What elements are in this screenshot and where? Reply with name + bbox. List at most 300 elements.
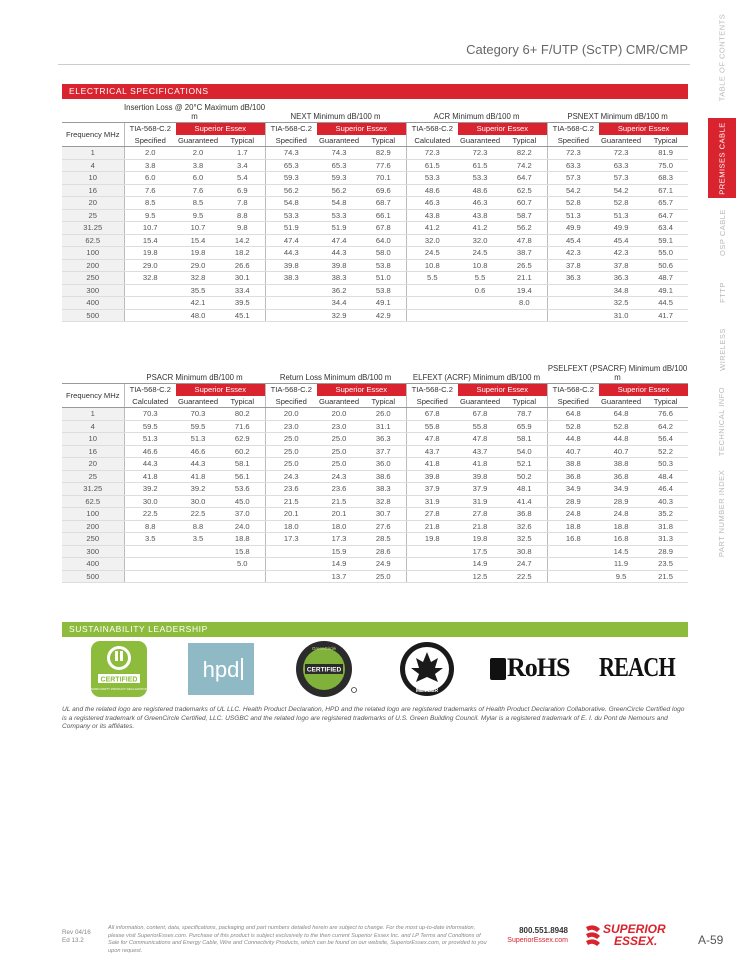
value-cell: 51.3	[599, 209, 643, 222]
group-title: ELFEXT (ACRF) Minimum dB/100 m	[412, 373, 541, 382]
frequency-cell: 400	[62, 297, 124, 310]
value-cell: 27.6	[361, 520, 406, 533]
value-cell	[547, 297, 599, 310]
frequency-cell: 31.25	[62, 483, 124, 496]
brand-header: Superior Essex	[176, 123, 265, 136]
sub-header: Typical	[220, 135, 265, 147]
value-cell: 35.2	[643, 508, 688, 521]
value-cell: 52.8	[599, 420, 643, 433]
value-cell	[265, 558, 317, 571]
value-cell: 25.0	[265, 433, 317, 446]
value-cell: 15.4	[176, 234, 220, 247]
sub-header: Guaranteed	[177, 397, 219, 406]
value-cell: 46.6	[124, 445, 176, 458]
table-row	[62, 234, 688, 247]
value-cell: 26.6	[220, 259, 265, 272]
value-cell: 36.3	[547, 272, 599, 285]
value-cell: 37.9	[458, 483, 502, 496]
value-cell: 59.5	[124, 420, 176, 433]
value-cell: 49.9	[599, 222, 643, 235]
greencircle-center-text: CERTIFIED	[306, 666, 342, 674]
value-cell: 28.5	[361, 533, 406, 546]
value-cell: 48.6	[406, 184, 458, 197]
value-cell: 51.9	[265, 222, 317, 235]
value-cell: 51.0	[361, 272, 406, 285]
value-cell: 56.1	[220, 470, 265, 483]
value-cell: 53.6	[220, 483, 265, 496]
table-row	[62, 533, 688, 546]
title-divider	[58, 64, 690, 65]
edition: Ed 13.2	[62, 937, 84, 944]
value-cell: 38.3	[361, 483, 406, 496]
value-cell: 55.8	[458, 420, 502, 433]
value-cell: 18.8	[547, 520, 599, 533]
value-cell	[220, 570, 265, 583]
value-cell: 63.3	[599, 159, 643, 172]
value-cell	[502, 309, 547, 322]
value-cell: 36.8	[599, 470, 643, 483]
value-cell: 72.3	[458, 147, 502, 160]
value-cell: 44.8	[599, 433, 643, 446]
brand-header: Superior Essex	[317, 384, 406, 397]
sub-header: Typical	[643, 135, 688, 147]
value-cell: 25.0	[361, 570, 406, 583]
side-tab-technical-info[interactable]: TECHNICAL INFO	[717, 386, 727, 456]
side-tab-wireless[interactable]: WIRELESS	[717, 327, 727, 371]
sub-header: Specified	[265, 135, 317, 147]
value-cell: 32.6	[502, 520, 547, 533]
table-row	[62, 483, 688, 496]
value-cell: 56.2	[265, 184, 317, 197]
std-header: TIA-568-C.2	[124, 123, 176, 136]
value-cell: 62.9	[220, 433, 265, 446]
ul-bottom-text: THIRD-PARTY PRODUCT DECLARATION	[90, 687, 148, 691]
table-row	[62, 420, 688, 433]
value-cell: 40.7	[599, 445, 643, 458]
value-cell: 46.3	[458, 197, 502, 210]
value-cell: 25.0	[265, 445, 317, 458]
group-title: PSELFEXT (PSACRF) Minimum dB/100 m	[547, 364, 688, 382]
value-cell: 11.9	[599, 558, 643, 571]
greencircle-ring-text: GreenCircle	[311, 646, 337, 651]
value-cell: 46.4	[643, 483, 688, 496]
value-cell: 27.8	[406, 508, 458, 521]
value-cell: 22.5	[176, 508, 220, 521]
superior-essex-logo	[584, 921, 690, 947]
value-cell: 47.8	[502, 234, 547, 247]
group-title: Return Loss Minimum dB/100 m	[279, 373, 392, 382]
value-cell: 20.1	[317, 508, 361, 521]
group-title: PSACR Minimum dB/100 m	[146, 373, 243, 382]
table-row	[62, 495, 688, 508]
value-cell: 20.0	[317, 408, 361, 421]
value-cell: 45.0	[220, 495, 265, 508]
value-cell: 51.9	[317, 222, 361, 235]
value-cell: 51.3	[176, 433, 220, 446]
value-cell: 32.5	[599, 297, 643, 310]
table-row	[62, 445, 688, 458]
table-row	[62, 247, 688, 260]
brand-header: Superior Essex	[599, 123, 688, 136]
value-cell: 8.8	[124, 520, 176, 533]
frequency-cell: 300	[62, 284, 124, 297]
value-cell: 39.8	[406, 470, 458, 483]
value-cell: 34.9	[599, 483, 643, 496]
value-cell	[547, 570, 599, 583]
frequency-cell: 1	[62, 147, 124, 160]
value-cell: 74.3	[265, 147, 317, 160]
phone-number: 800.551.8948	[519, 926, 568, 935]
value-cell: 29.0	[176, 259, 220, 272]
value-cell: 16.8	[547, 533, 599, 546]
value-cell: 8.0	[502, 297, 547, 310]
value-cell: 28.9	[547, 495, 599, 508]
side-tab-table-of-contents[interactable]: TABLE OF CONTENTS	[717, 13, 727, 102]
std-header: TIA-568-C.2	[547, 123, 599, 136]
value-cell: 37.0	[220, 508, 265, 521]
value-cell: 36.3	[361, 433, 406, 446]
value-cell: 38.3	[265, 272, 317, 285]
value-cell: 37.8	[547, 259, 599, 272]
value-cell	[547, 558, 599, 571]
table-row	[62, 470, 688, 483]
value-cell: 15.9	[317, 545, 361, 558]
value-cell: 64.7	[502, 172, 547, 185]
value-cell: 52.8	[547, 420, 599, 433]
page-number: A-59	[698, 933, 724, 947]
table-row	[62, 159, 688, 172]
value-cell: 26.0	[361, 408, 406, 421]
value-cell: 82.2	[502, 147, 547, 160]
value-cell: 81.9	[643, 147, 688, 160]
group-title: PSNEXT Minimum dB/100 m	[567, 112, 668, 121]
electrical-spec-table-2	[62, 362, 688, 583]
value-cell: 46.6	[176, 445, 220, 458]
group-title: NEXT Minimum dB/100 m	[290, 112, 381, 121]
value-cell	[124, 284, 176, 297]
value-cell: 74.2	[502, 159, 547, 172]
value-cell: 68.3	[643, 172, 688, 185]
value-cell	[458, 309, 502, 322]
value-cell	[547, 284, 599, 297]
value-cell: 36.2	[317, 284, 361, 297]
value-cell: 24.8	[547, 508, 599, 521]
table-row	[62, 222, 688, 235]
value-cell: 67.1	[643, 184, 688, 197]
value-cell: 7.6	[176, 184, 220, 197]
value-cell: 17.3	[317, 533, 361, 546]
value-cell	[176, 545, 220, 558]
side-tab-fttp[interactable]: FTTP	[717, 281, 727, 303]
value-cell: 76.6	[643, 408, 688, 421]
value-cell: 23.6	[317, 483, 361, 496]
value-cell: 34.9	[547, 483, 599, 496]
std-header: TIA-568-C.2	[124, 384, 176, 397]
hpd-logo	[188, 643, 254, 695]
value-cell	[406, 309, 458, 322]
value-cell: 53.3	[458, 172, 502, 185]
value-cell: 21.8	[406, 520, 458, 533]
value-cell: 59.5	[176, 420, 220, 433]
value-cell: 54.8	[317, 197, 361, 210]
sub-header: Typical	[502, 135, 547, 147]
table-row	[62, 458, 688, 471]
value-cell: 30.1	[220, 272, 265, 285]
value-cell: 3.8	[124, 159, 176, 172]
value-cell: 22.5	[124, 508, 176, 521]
value-cell: 53.3	[265, 209, 317, 222]
value-cell: 10.7	[176, 222, 220, 235]
value-cell: 41.7	[643, 309, 688, 322]
value-cell: 56.4	[643, 433, 688, 446]
sub-header: Guaranteed	[177, 136, 219, 145]
value-cell: 5.5	[406, 272, 458, 285]
value-cell: 41.4	[502, 495, 547, 508]
electrical-specifications-header: ELECTRICAL SPECIFICATIONS	[62, 84, 688, 99]
std-header: TIA-568-C.2	[406, 384, 458, 397]
value-cell: 2.0	[176, 147, 220, 160]
value-cell: 32.8	[124, 272, 176, 285]
value-cell: 21.5	[317, 495, 361, 508]
value-cell: 23.5	[643, 558, 688, 571]
value-cell: 24.3	[317, 470, 361, 483]
frequency-cell: 31.25	[62, 222, 124, 235]
value-cell: 8.8	[220, 209, 265, 222]
std-header: TIA-568-C.2	[406, 123, 458, 136]
value-cell: 21.8	[458, 520, 502, 533]
frequency-cell: 62.5	[62, 495, 124, 508]
value-cell: 64.8	[547, 408, 599, 421]
value-cell: 35.5	[176, 284, 220, 297]
value-cell: 18.0	[265, 520, 317, 533]
value-cell: 48.1	[502, 483, 547, 496]
value-cell: 25.0	[317, 433, 361, 446]
value-cell: 27.8	[458, 508, 502, 521]
value-cell: 30.0	[124, 495, 176, 508]
value-cell: 64.2	[643, 420, 688, 433]
frequency-cell: 100	[62, 247, 124, 260]
rohs-text: RoHS	[507, 653, 570, 682]
frequency-cell: 500	[62, 570, 124, 583]
value-cell: 53.3	[317, 209, 361, 222]
table-row	[62, 147, 688, 160]
value-cell	[265, 284, 317, 297]
value-cell: 20.0	[265, 408, 317, 421]
value-cell	[265, 570, 317, 583]
value-cell: 43.8	[406, 209, 458, 222]
value-cell: 31.1	[361, 420, 406, 433]
logo-bottom-text: ESSEX.	[614, 934, 658, 947]
value-cell: 53.8	[361, 259, 406, 272]
table-row	[62, 272, 688, 285]
value-cell: 32.9	[317, 309, 361, 322]
value-cell: 82.9	[361, 147, 406, 160]
value-cell: 44.3	[265, 247, 317, 260]
value-cell: 52.8	[547, 197, 599, 210]
value-cell: 26.5	[502, 259, 547, 272]
value-cell: 70.3	[176, 408, 220, 421]
side-tab-osp-cable[interactable]: OSP CABLE	[717, 209, 727, 256]
value-cell: 71.6	[220, 420, 265, 433]
value-cell: 42.3	[547, 247, 599, 260]
frequency-cell: 1	[62, 408, 124, 421]
value-cell: 59.3	[317, 172, 361, 185]
table-row	[62, 433, 688, 446]
value-cell: 62.5	[502, 184, 547, 197]
value-cell: 18.2	[220, 247, 265, 260]
value-cell	[406, 570, 458, 583]
value-cell: 54.2	[599, 184, 643, 197]
value-cell	[547, 309, 599, 322]
value-cell	[265, 297, 317, 310]
greencircle-logo	[293, 638, 359, 700]
value-cell: 55.0	[643, 247, 688, 260]
value-cell: 67.8	[361, 222, 406, 235]
value-cell: 39.2	[124, 483, 176, 496]
value-cell: 41.8	[458, 458, 502, 471]
value-cell: 7.8	[220, 197, 265, 210]
frequency-cell: 10	[62, 172, 124, 185]
value-cell: 24.8	[599, 508, 643, 521]
revision-info	[62, 929, 91, 945]
value-cell: 44.3	[176, 458, 220, 471]
value-cell: 21.5	[265, 495, 317, 508]
value-cell: 14.2	[220, 234, 265, 247]
sub-header: Guaranteed	[318, 136, 360, 145]
value-cell: 42.3	[599, 247, 643, 260]
value-cell: 13.7	[317, 570, 361, 583]
value-cell	[458, 297, 502, 310]
value-cell: 36.8	[502, 508, 547, 521]
usgbc-text: MEMBER	[415, 688, 439, 694]
value-cell: 30.0	[176, 495, 220, 508]
brand-header: Superior Essex	[599, 384, 688, 397]
value-cell: 48.7	[643, 272, 688, 285]
sub-header: Typical	[643, 396, 688, 408]
value-cell: 19.8	[406, 533, 458, 546]
table-row	[62, 309, 688, 322]
value-cell: 19.4	[502, 284, 547, 297]
sub-header: Guaranteed	[318, 397, 360, 406]
side-nav	[708, 0, 736, 640]
value-cell: 31.0	[599, 309, 643, 322]
ul-certified-logo	[90, 640, 148, 698]
value-cell: 28.9	[643, 545, 688, 558]
value-cell: 6.0	[176, 172, 220, 185]
trademark-notice: UL and the related logo are registered trademarks of UL LLC. Health Product Declaration, HPD and the related logo are registered trademarks of Health Product Declaration Collaborative. GreenCircle Certified logo is a registered trademark of GreenCircle Certified, LLC. USGBC and the related logo are registered trademarks of U.S. Green Building Council. Mylar is a registered trademark of E. I. du Pont de Nemours and Company or its affiliates.	[62, 706, 685, 731]
value-cell: 24.3	[265, 470, 317, 483]
side-tab-premises-cable[interactable]: PREMISES CABLE	[708, 118, 736, 198]
rohs-logo	[490, 653, 572, 682]
value-cell: 28.9	[599, 495, 643, 508]
value-cell: 15.8	[220, 545, 265, 558]
value-cell: 43.8	[458, 209, 502, 222]
sub-header: Typical	[220, 396, 265, 408]
value-cell: 67.8	[406, 408, 458, 421]
value-cell: 44.3	[124, 458, 176, 471]
value-cell: 33.4	[220, 284, 265, 297]
value-cell: 10.7	[124, 222, 176, 235]
value-cell	[124, 309, 176, 322]
website-link[interactable]: SuperiorEssex.com	[507, 937, 568, 944]
value-cell: 54.8	[265, 197, 317, 210]
value-cell: 25.0	[317, 458, 361, 471]
value-cell: 24.5	[406, 247, 458, 260]
value-cell: 23.0	[317, 420, 361, 433]
sub-header: Guaranteed	[459, 397, 501, 406]
value-cell: 39.8	[317, 259, 361, 272]
sub-header: Specified	[265, 396, 317, 408]
frequency-header: Frequency MHz	[62, 123, 124, 147]
value-cell: 67.8	[458, 408, 502, 421]
value-cell: 47.8	[406, 433, 458, 446]
value-cell: 58.7	[502, 209, 547, 222]
value-cell: 24.7	[502, 558, 547, 571]
value-cell: 68.7	[361, 197, 406, 210]
value-cell: 10.8	[458, 259, 502, 272]
value-cell	[406, 297, 458, 310]
value-cell: 8.5	[124, 197, 176, 210]
value-cell: 63.3	[547, 159, 599, 172]
frequency-cell: 400	[62, 558, 124, 571]
value-cell: 58.1	[502, 433, 547, 446]
frequency-cell: 200	[62, 520, 124, 533]
value-cell	[176, 570, 220, 583]
value-cell: 12.5	[458, 570, 502, 583]
brand-header: Superior Essex	[176, 384, 265, 397]
value-cell: 80.2	[220, 408, 265, 421]
value-cell: 55.8	[406, 420, 458, 433]
value-cell: 38.7	[502, 247, 547, 260]
value-cell: 38.8	[547, 458, 599, 471]
value-cell: 15.4	[124, 234, 176, 247]
value-cell: 9.5	[599, 570, 643, 583]
value-cell	[265, 545, 317, 558]
value-cell	[124, 297, 176, 310]
value-cell: 29.0	[124, 259, 176, 272]
value-cell: 9.5	[176, 209, 220, 222]
value-cell: 3.5	[124, 533, 176, 546]
value-cell: 25.0	[317, 445, 361, 458]
value-cell: 38.6	[361, 470, 406, 483]
hpd-text: hpd	[202, 657, 240, 682]
value-cell: 6.9	[220, 184, 265, 197]
usgbc-member-logo	[398, 640, 456, 698]
value-cell: 37.9	[406, 483, 458, 496]
brand-header: Superior Essex	[317, 123, 406, 136]
frequency-cell: 4	[62, 420, 124, 433]
value-cell: 39.2	[176, 483, 220, 496]
table-row	[62, 284, 688, 297]
sub-header: Specified	[547, 135, 599, 147]
frequency-cell: 25	[62, 209, 124, 222]
sub-header: Typical	[361, 396, 406, 408]
std-header: TIA-568-C.2	[265, 384, 317, 397]
side-tab-part-number-index[interactable]: PART NUMBER INDEX	[717, 469, 727, 557]
value-cell: 47.4	[265, 234, 317, 247]
value-cell: 49.9	[547, 222, 599, 235]
value-cell: 45.4	[547, 234, 599, 247]
value-cell: 47.4	[317, 234, 361, 247]
reach-logo: REACH	[599, 652, 675, 682]
value-cell: 24.0	[220, 520, 265, 533]
value-cell: 41.8	[406, 458, 458, 471]
sub-header: Specified	[124, 135, 176, 147]
logo-top-text: SUPERIOR	[603, 922, 666, 936]
table-row	[62, 545, 688, 558]
value-cell: 36.3	[599, 272, 643, 285]
value-cell: 43.7	[406, 445, 458, 458]
